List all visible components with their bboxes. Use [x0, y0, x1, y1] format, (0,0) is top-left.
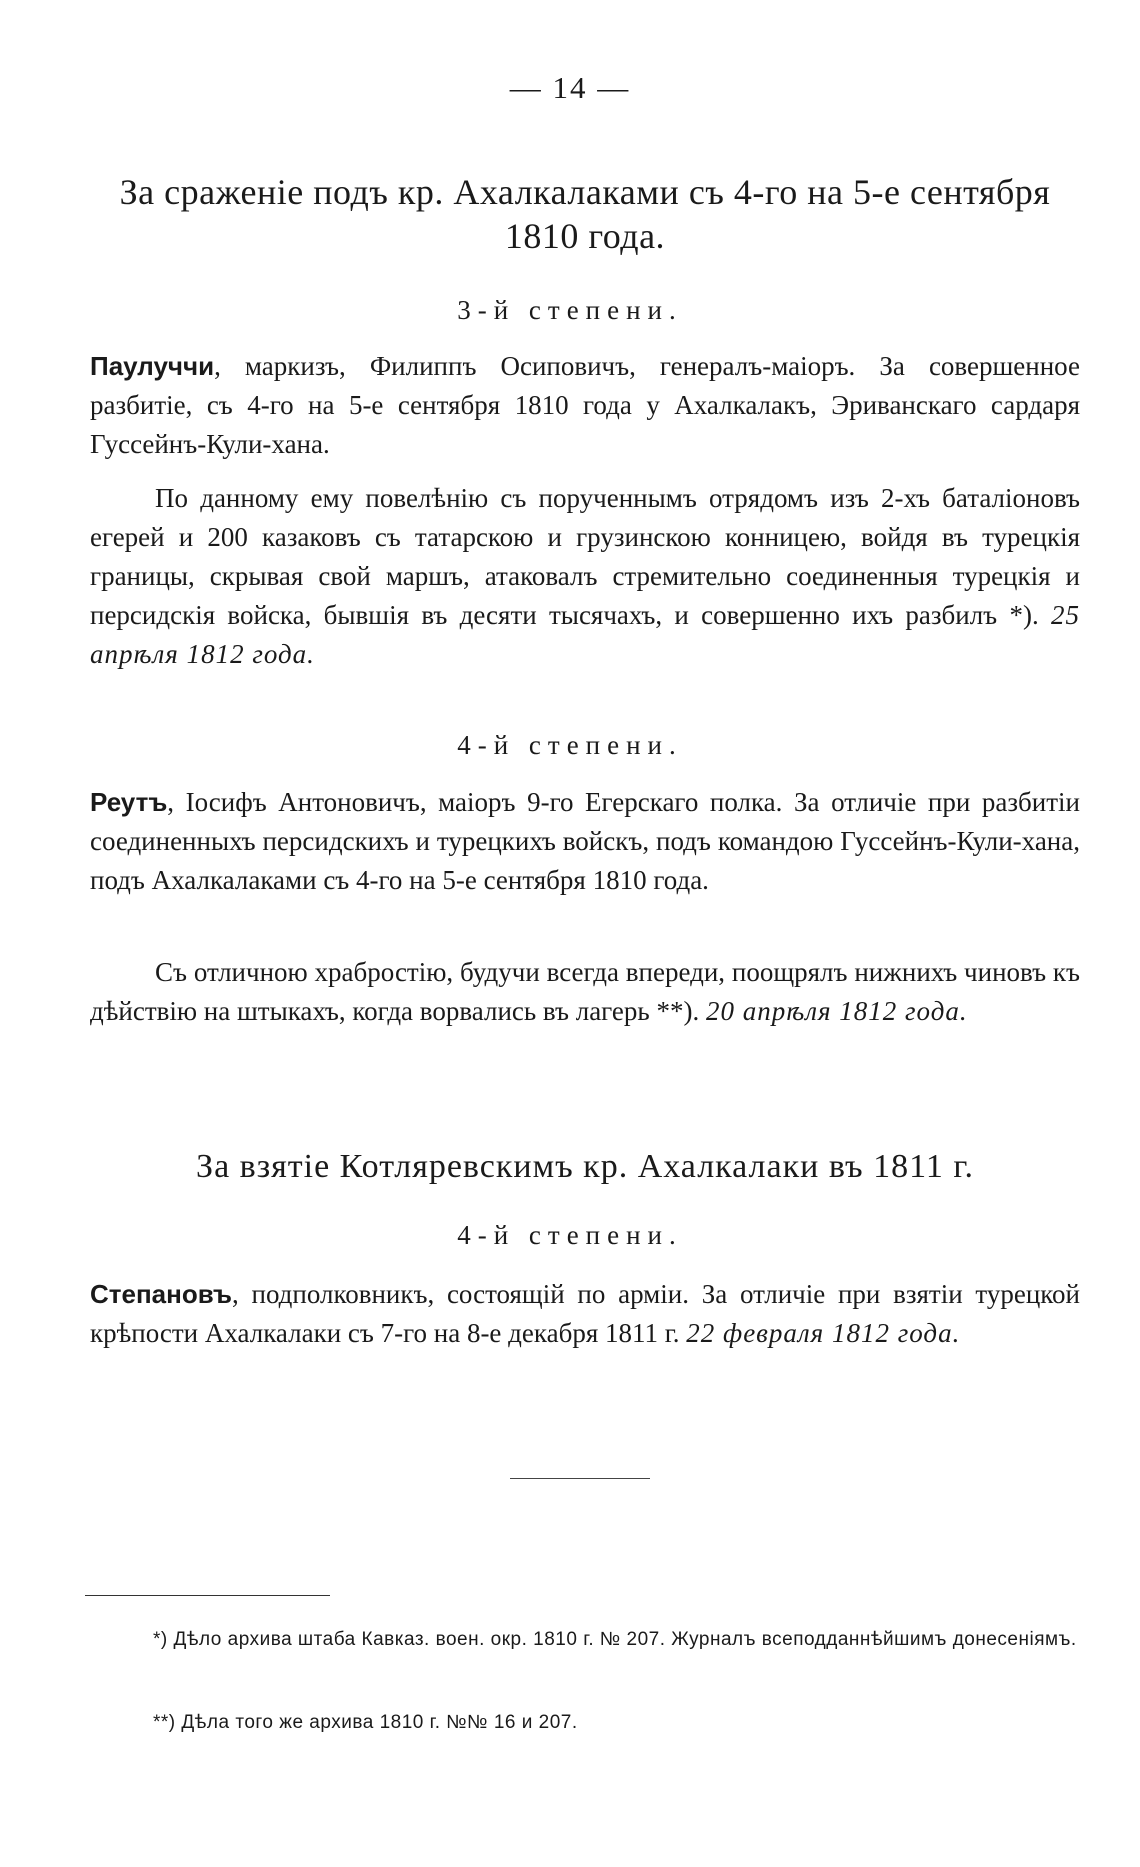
entry-reut-detail	[90, 953, 1080, 1031]
section-heading-1: За сраженіе подъ кр. Ахалкалаками съ 4-го на 5-е сентября 1810 года.	[119, 172, 1051, 256]
entry-stepanov	[90, 1275, 1080, 1353]
section-heading-2: За взятіе Котляревскимъ кр. Ахалкалаки въ 1811 г.	[196, 1148, 974, 1185]
entry-text: , подполковникъ, состоящій по арміи. За отличіе при взятіи турецкой крѣпости Ахалкалаки съ 7-го на 8-е декабря 1811 г.	[90, 1279, 1080, 1348]
footnote-1: *) Дѣло архива штаба Кавказ. воен. окр. 1810 г. № 207. Журналъ всеподданнѣйшимъ донесеніямъ.	[153, 1629, 1077, 1650]
entry-date: 20 апрѣля 1812 года.	[705, 996, 968, 1026]
entry-name: Степановъ	[90, 1279, 233, 1309]
entry-reut	[90, 783, 1080, 900]
entry-date: 25 апрѣля 1812 года.	[90, 600, 1081, 669]
entry-paulucci-detail	[90, 479, 1080, 674]
page-number: — 14 —	[509, 70, 631, 105]
entry-text: По данному ему повелѣнію съ порученнымъ отрядомъ изъ 2-хъ баталіоновъ егерей и 200 казаковъ съ татарскою и грузинскою конницею, войдя въ турецкія границы, скрывая свой маршъ, атаковалъ стремительно соединенныя турецкія и персидскія войска, бывшія въ десяти тысячахъ, и совершенно ихъ разбилъ *).	[90, 483, 1080, 630]
footnote-rule	[85, 1595, 330, 1596]
degree-label-1: 3-й степени.	[457, 295, 683, 325]
entry-text: , Іосифъ Антоновичъ, маіоръ 9-го Егерскаго полка. За отличіе при разбитіи соединенныхъ персидскихъ и турецкихъ войскъ, подъ командою Гуссейнъ-Кули-хана, подъ Ахалкалаками съ 4-го на 5-е сентября 1810 года.	[90, 787, 1080, 895]
degree-label-2: 4-й степени.	[457, 730, 683, 760]
section-divider	[510, 1478, 650, 1479]
entry-date: 22 февраля 1812 года.	[686, 1318, 961, 1348]
entry-name: Реутъ	[90, 787, 168, 817]
footnote-2: **) Дѣла того же архива 1810 г. №№ 16 и 207.	[153, 1712, 578, 1733]
entry-text: Съ отличною храбростію, будучи всегда впереди, поощрялъ нижнихъ чиновъ къ дѣйствію на штыкахъ, когда ворвались въ лагерь **).	[90, 957, 1080, 1026]
degree-label-3: 4-й степени.	[457, 1220, 683, 1250]
entry-paulucci	[90, 347, 1080, 464]
entry-name: Паулуччи	[90, 351, 215, 381]
entry-text: , маркизъ, Филиппъ Осиповичъ, генералъ-маіоръ. За совершенное разбитіе, съ 4-го на 5-е сентября 1810 года у Ахалкалакъ, Эриванскаго сардаря Гуссейнъ-Кули-хана.	[90, 351, 1080, 459]
